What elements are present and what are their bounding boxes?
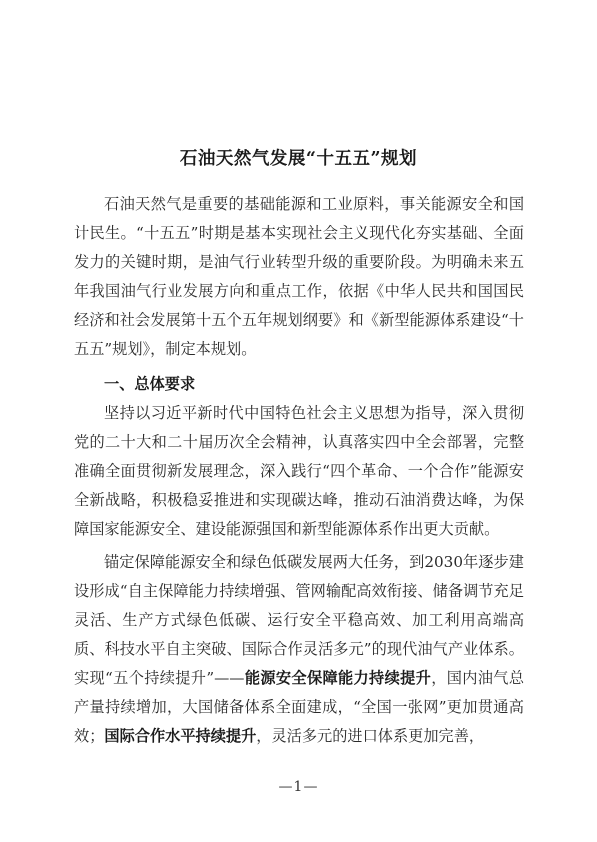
- section-heading: 一、总体要求: [104, 375, 196, 393]
- section-paragraph-2: [74, 548, 524, 751]
- document-title: 石油天然气发展“十五五”规划: [179, 148, 418, 169]
- emphasis-text: 能源安全保障能力持续提升: [244, 669, 432, 687]
- intro-paragraph: 石油天然气是重要的基础能源和工业原料，事关能源安全和国计民生。“十五五”时期是基本实现社会主义现代化夯实基础、全面发力的关键时期，是油气行业转型升级的重要阶段。为明确未来五年我国油气行业发展方向和重点工作，依据《中华人民共和国国民经济和社会发展第十五个五年规划纲要》和《新型能源体系建设“十五五”规划》，制定本规划。: [74, 195, 524, 358]
- page-number: —1—: [278, 779, 319, 795]
- section-paragraph-1: 坚持以习近平新时代中国特色社会主义思想为指导，深入贯彻党的二十大和二十届历次全会精神，认真落实四中全会部署，完整准确全面贯彻新发展理念，深入践行“四个革命、一个合作”能源安全新战略，积极稳妥推进和实现碳达峰，推动石油消费达峰，为保障国家能源安全、建设能源强国和新型能源体系作出更大贡献。: [74, 404, 524, 538]
- emphasis-text: 国际合作水平持续提升: [104, 727, 257, 745]
- paragraph-text: ，灵活多元的进口体系更加完善，: [256, 727, 485, 745]
- paragraph-text: 锚定保障能源安全和绿色低碳发展两大任务，到2030年逐步建设形成“自主保障能力持续增强、管网输配高效衔接、储备调节充足灵活、生产方式绿色低碳、运行安全平稳高效、加工利用高端高质、科技水平自主突破、国际合作灵活多元”的现代油气产业体系。实现“五个持续提升”——: [74, 553, 524, 687]
- paragraph-text: ，国内油气总产量持续增加，大国储备体系全面建成，“全国一张网”更加贯通高效；: [74, 669, 525, 745]
